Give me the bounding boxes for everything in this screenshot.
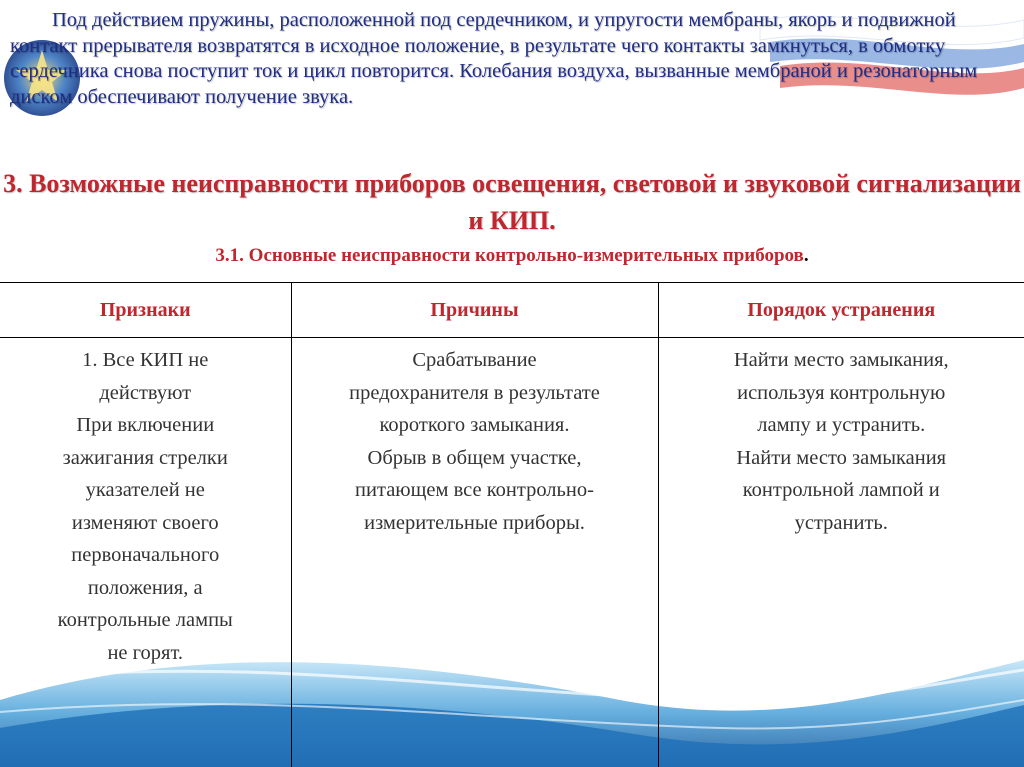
signs-line: положения, а — [87, 576, 203, 599]
causes-line: короткого замыкания. — [379, 414, 570, 436]
causes-line: Срабатывание — [412, 349, 537, 371]
signs-line: действуют — [99, 381, 192, 404]
cell-causes — [291, 338, 658, 767]
remedy-line: используя контрольную — [737, 381, 946, 404]
section-heading: 3. Возможные неисправности приборов освещения, световой и звуковой сигнализации и КИП. — [3, 169, 1021, 235]
signs-line: указателей не — [85, 479, 205, 501]
intro-paragraph: Под действием пружины, расположенной под сердечником, и упругости мембраны, якорь и подвижной контакт прерывателя возвратятся в исходное положение, в результате чего контакты замкнуться, в обмотку сердечника снова поступит ток и цикл повторится. Колебания воздуха, вызванные мембраной и резонаторным диском обеспечивают получение звука. — [10, 9, 978, 108]
causes-line: измерительные приборы. — [364, 511, 585, 534]
section-subheading — [0, 245, 1024, 267]
header-causes: Причины — [291, 283, 658, 338]
cell-signs — [0, 338, 291, 767]
signs-line: При включении — [76, 414, 215, 436]
signs-line: не горят. — [107, 641, 184, 664]
subheading-period: . — [803, 245, 809, 266]
remedy-line: лампу и устранить. — [757, 414, 926, 436]
remedy-line: Найти место замыкания, — [733, 349, 949, 371]
table-row — [0, 338, 1024, 767]
signs-line: 1. Все КИП не — [82, 349, 209, 371]
signs-line: зажигания стрелки — [62, 446, 228, 469]
causes-line: питающем все контрольно- — [355, 479, 594, 501]
header-signs: Признаки — [0, 283, 291, 338]
header-remedy: Порядок устранения — [658, 283, 1024, 338]
signs-line: первоначального — [71, 544, 220, 566]
causes-line: предохранителя в результате — [349, 381, 600, 404]
remedy-line: устранить. — [794, 511, 888, 534]
subheading-text: 3.1. Основные неисправности контрольно-измерительных приборов — [215, 245, 804, 266]
signs-line: изменяют своего — [71, 511, 219, 534]
cell-remedy — [658, 338, 1024, 767]
remedy-line: Найти место замыкания — [736, 446, 947, 469]
table-header-row — [0, 283, 1024, 338]
causes-line: Обрыв в общем участке, — [367, 446, 582, 469]
faults-table — [0, 282, 1024, 767]
remedy-line: контрольной лампой и — [742, 479, 940, 501]
signs-line: контрольные лампы — [57, 609, 233, 631]
